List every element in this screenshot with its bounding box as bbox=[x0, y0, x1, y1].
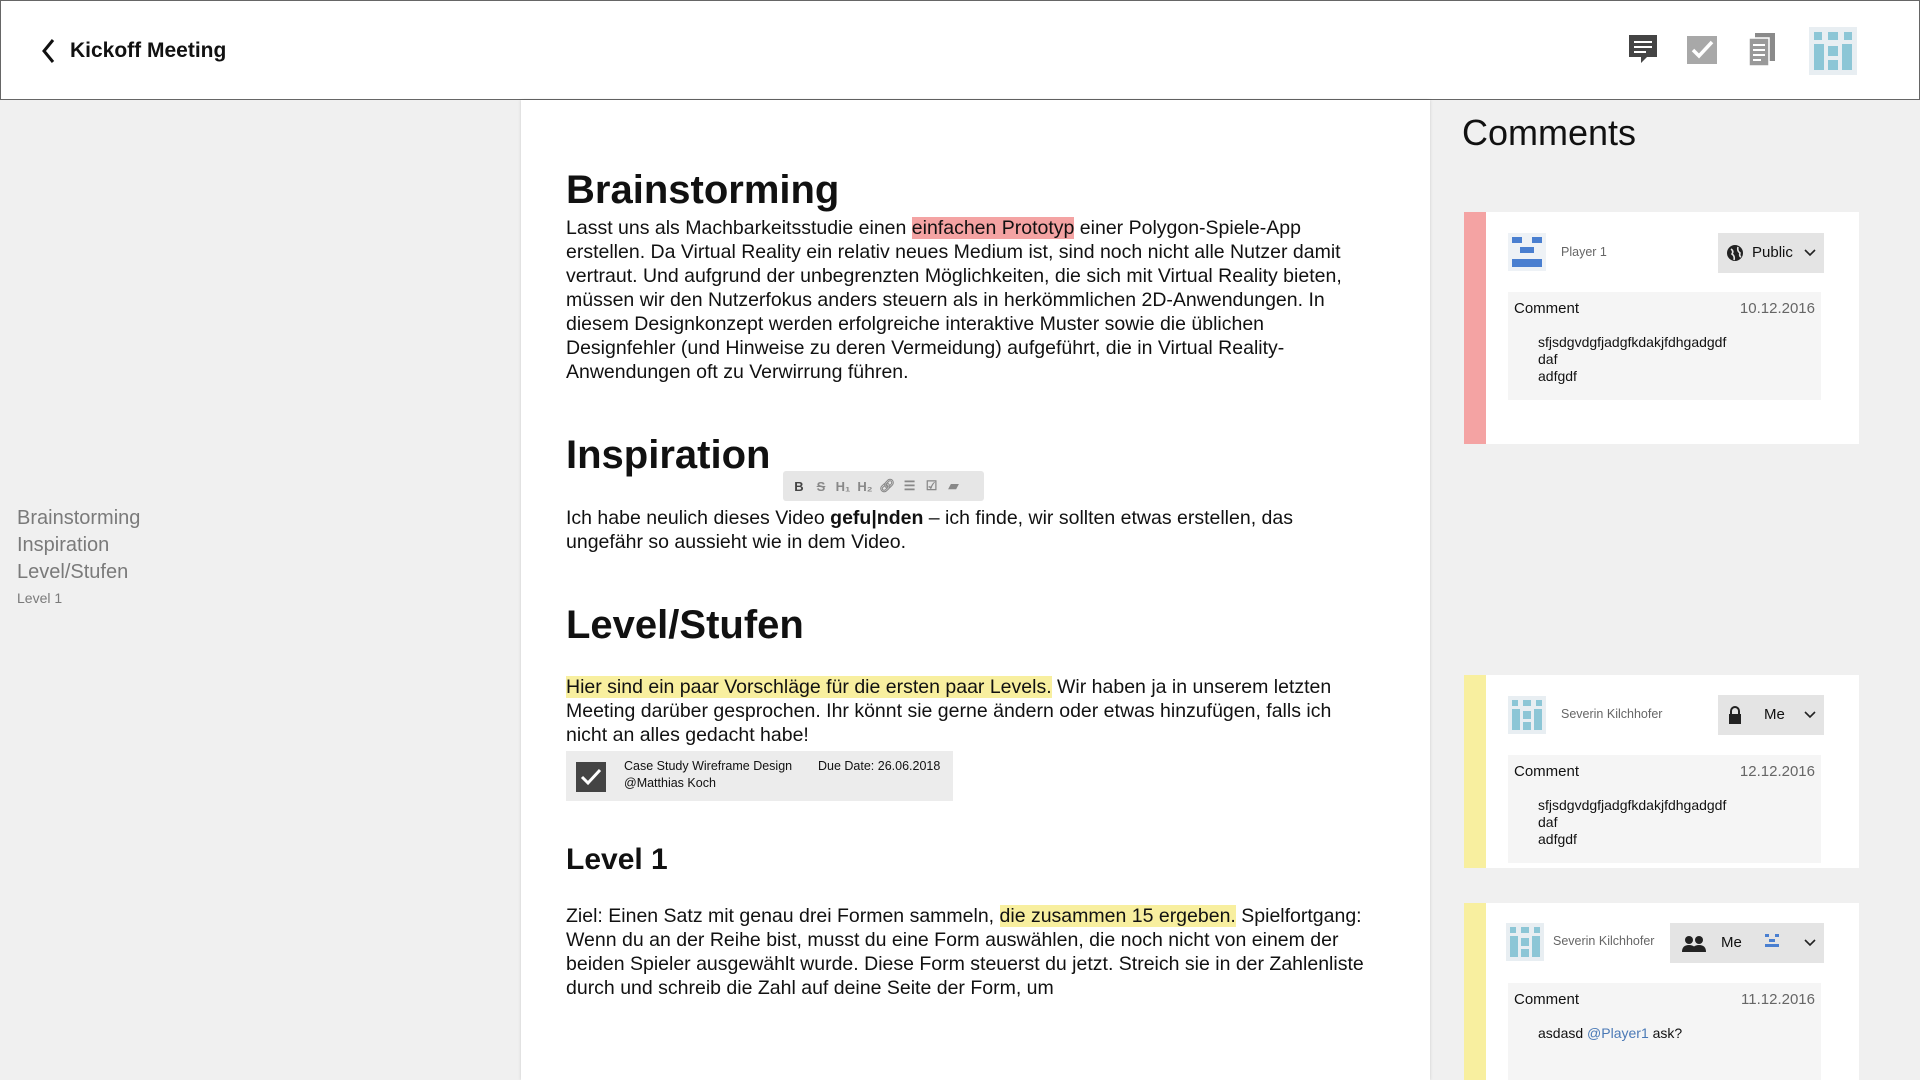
checkbox-icon[interactable]: ☑ bbox=[925, 478, 938, 493]
comment-author: Player 1 bbox=[1561, 245, 1607, 259]
lock-icon bbox=[1728, 705, 1742, 725]
visibility-dropdown[interactable] bbox=[1670, 923, 1824, 963]
heading-level-1: Level 1 bbox=[566, 843, 668, 876]
heading1-button[interactable]: H₁ bbox=[835, 478, 851, 494]
comment-body bbox=[1508, 983, 1821, 1080]
user-avatar-icon bbox=[1506, 923, 1544, 961]
comment-card[interactable] bbox=[1464, 903, 1859, 1080]
comment-date: 12.12.2016 bbox=[1739, 763, 1815, 780]
chevron-down-icon bbox=[1804, 939, 1816, 947]
outline-item-inspiration[interactable]: Inspiration bbox=[17, 534, 110, 556]
task-due-date: Due Date: 26.06.2018 bbox=[818, 759, 941, 773]
checked-checkbox-icon[interactable] bbox=[576, 762, 606, 792]
chevron-down-icon bbox=[1804, 711, 1816, 719]
comment-date: 11.12.2016 bbox=[1741, 991, 1815, 1008]
comment-text: sfjsdgvdgfjadgfkdakjfdhgadgdf daf adfgdf bbox=[1538, 797, 1727, 847]
document-outline bbox=[17, 505, 140, 610]
comment-text: sfjsdgvdgfjadgfkdakjfdhgadgdf daf adfgdf bbox=[1538, 334, 1727, 384]
visibility-dropdown[interactable] bbox=[1718, 695, 1824, 735]
task-item[interactable] bbox=[566, 751, 953, 801]
heading2-button[interactable]: H₂ bbox=[857, 478, 873, 494]
heading-level-stufen: Level/Stufen bbox=[566, 603, 804, 647]
list-icon[interactable]: ☰ bbox=[903, 478, 916, 493]
comment-date: 10.12.2016 bbox=[1739, 300, 1815, 317]
comment-card[interactable] bbox=[1464, 212, 1859, 444]
comment-label: Comment bbox=[1514, 763, 1580, 780]
comment-author: Severin Kilchhofer bbox=[1561, 707, 1663, 721]
documents-icon[interactable] bbox=[1746, 29, 1778, 69]
comment-color-bar bbox=[1464, 212, 1486, 444]
visibility-label: Me bbox=[1764, 706, 1785, 723]
paragraph-brainstorming[interactable]: Lasst uns als Machbarkeitsstudie einen einfachen Prototyp einer Polygon-Spiele-App erstellen. Da Virtual Reality ein relativ neues Medium ist, sind noch nicht alle Nutzer damit vertraut. Und aufgrund der unbegrenzten Möglichkeiten, die sich mit Virtual Reality bieten, müssen wir den Nutzerfokus anders steuern als in herkömmlichen 2D-Anwendungen. In diesem Designkonzept werden erfolgreiche interaktive Muster sowie die üblichen Designfehler (und Hinweise zu deren Vermeidung) aufgeführt, die in Virtual Reality-Anwendungen oft zu Verwirrung führen. bbox=[566, 217, 1342, 383]
comment-color-bar bbox=[1464, 675, 1486, 868]
highlight-yellow[interactable]: Hier sind ein paar Vorschläge für die ersten paar Levels. bbox=[566, 676, 1052, 698]
bold-button[interactable]: B bbox=[794, 478, 804, 494]
player-avatar-icon bbox=[1508, 233, 1546, 271]
highlight-yellow[interactable]: die zusammen 15 ergeben. bbox=[999, 905, 1236, 927]
paragraph-level-1[interactable]: Ziel: Einen Satz mit genau drei Formen sammeln, die zusammen 15 ergeben. Spielfortgang: Wenn du an der Reihe bist, musst du eine Form auswählen, die noch nicht von einem der beiden Spieler ausgewählt wurde. Diese Form steuerst du jetzt. Streich sie in der Zahlenliste durch und schreib die Zahl auf deine Seite der Form, um bbox=[566, 905, 1364, 999]
group-icon bbox=[1682, 935, 1706, 952]
chevron-down-icon bbox=[1804, 249, 1816, 257]
paragraph-level-stufen[interactable]: Hier sind ein paar Vorschläge für die ersten paar Levels. Wir haben ja in unserem letzten Meeting darüber gesprochen. Ihr könnt sie gerne ändern oder etwas hinzufügen, falls ich nicht an alles gedacht habe! bbox=[566, 676, 1332, 746]
tasks-icon[interactable] bbox=[1686, 29, 1718, 69]
highlight-red[interactable]: einfachen Prototyp bbox=[911, 217, 1075, 239]
comment-label: Comment bbox=[1514, 991, 1580, 1008]
page-title: Kickoff Meeting bbox=[70, 39, 227, 62]
comment-label: Comment bbox=[1514, 300, 1580, 317]
user-avatar-icon bbox=[1508, 696, 1546, 734]
paragraph-inspiration[interactable]: Ich habe neulich dieses Video gefu|nden – ich finde, wir sollten etwas erstellen, das ungefähr so aussieht wie in dem Video. bbox=[566, 507, 1293, 553]
comment-text: asdasd @Player1 ask? bbox=[1538, 1025, 1683, 1041]
back-arrow-icon[interactable] bbox=[39, 37, 57, 65]
globe-icon bbox=[1726, 244, 1744, 262]
format-toolbar bbox=[783, 471, 984, 501]
player-avatar-icon bbox=[1764, 933, 1780, 949]
strikethrough-button[interactable]: S bbox=[816, 478, 826, 494]
heading-brainstorming: Brainstorming bbox=[566, 168, 840, 212]
task-title: Case Study Wireframe Design bbox=[624, 759, 793, 773]
comment-card[interactable] bbox=[1464, 675, 1859, 868]
heading-inspiration: Inspiration bbox=[566, 433, 771, 477]
comment-icon[interactable]: ▰ bbox=[948, 478, 959, 493]
visibility-dropdown[interactable] bbox=[1718, 233, 1824, 273]
user-avatar-icon[interactable] bbox=[1809, 27, 1857, 75]
comment-body bbox=[1508, 755, 1821, 863]
comment-body bbox=[1508, 292, 1821, 400]
document-editor[interactable] bbox=[521, 100, 1430, 1080]
mention-link[interactable]: @Player1 bbox=[1587, 1025, 1649, 1041]
outline-item-level-1[interactable]: Level 1 bbox=[17, 590, 63, 606]
comments-title: Comments bbox=[1462, 112, 1637, 153]
top-bar bbox=[0, 0, 1920, 100]
link-icon[interactable]: 🔗︎ bbox=[879, 478, 896, 493]
visibility-label: Public bbox=[1752, 244, 1793, 261]
task-assignee[interactable]: @Matthias Koch bbox=[624, 776, 716, 790]
comments-icon[interactable] bbox=[1627, 29, 1659, 69]
comment-author: Severin Kilchhofer bbox=[1553, 934, 1655, 948]
outline-item-brainstorming[interactable]: Brainstorming bbox=[17, 507, 141, 529]
outline-item-level-stufen[interactable]: Level/Stufen bbox=[17, 561, 129, 583]
comment-color-bar bbox=[1464, 903, 1486, 1080]
visibility-label: Me bbox=[1721, 934, 1742, 951]
